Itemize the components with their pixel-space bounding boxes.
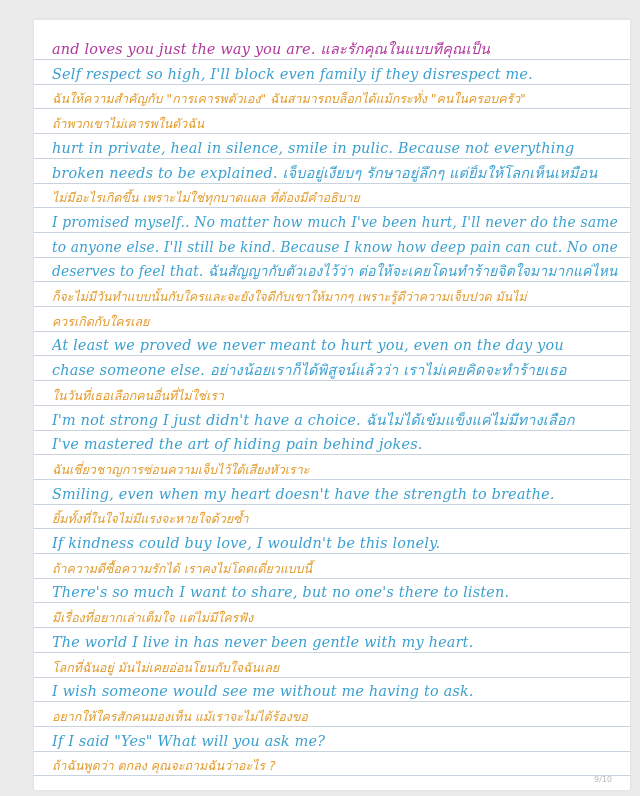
rule-line [34, 133, 630, 134]
rule-line [34, 380, 630, 381]
rule-line [34, 775, 630, 776]
text-line: broken needs to be explained. เจ็บอยู่เงียบๆ รักษาอยู่ลึกๆ แต่ยิ้มให้โลกเห็นเหมือน [52, 165, 598, 182]
notebook-page [34, 20, 630, 790]
rule-line [34, 281, 630, 282]
rule-line [34, 158, 630, 159]
text-line: hurt in private, heal in silence, smile in pulic. Because not everything [52, 140, 575, 157]
rule-line [34, 578, 630, 579]
text-line: ควรเกิดกับใครเลย [52, 313, 150, 329]
rule-line [34, 355, 630, 356]
text-line: At least we proved we never meant to hurt you, even on the day you [52, 338, 564, 355]
text-line: I've mastered the art of hiding pain behind jokes. [52, 437, 423, 454]
rule-line [34, 84, 630, 85]
rule-line [34, 504, 630, 505]
rule-line [34, 701, 630, 702]
rule-line [34, 207, 630, 208]
text-line: and loves you just the way you are. และรักคุณในแบบที่คุณเป็น [52, 42, 491, 58]
text-line: If kindness could buy love, I wouldn't be this lonely. [52, 536, 441, 552]
rule-line [34, 479, 630, 480]
text-line: If I said "Yes" What will you ask me? [52, 733, 326, 750]
text-line: ถ้าพวกเขาไม่เคารพในตัวฉัน [52, 116, 205, 132]
text-line: Smiling, even when my heart doesn't have the strength to breathe. [52, 486, 555, 503]
text-line: ในวันที่เธอเลือกคนอื่นที่ไม่ใช่เรา [52, 387, 224, 403]
rule-line [34, 528, 630, 529]
text-line: ถ้าฉันพูดว่า ตกลง คุณจะถามฉันว่าอะไร ? [52, 758, 276, 774]
text-line: I wish someone would see me without me having to ask. [52, 684, 474, 701]
text-line: There's so much I want to share, but no one's there to listen. [52, 585, 510, 602]
rule-line [34, 553, 630, 554]
rule-line [34, 454, 630, 455]
text-line: มีเรื่องที่อยากเล่าเต็มใจ แต่ไม่มีใครฟัง [52, 610, 254, 626]
text-line: The world I live in has never been gentle with my heart. [52, 634, 474, 651]
text-line: ยิ้มทั้งที่ในใจไม่มีแรงจะหายใจด้วยซ้ำ [52, 511, 249, 527]
text-line: ฉันเชี่ยวชาญการซ่อนความเจ็บไว้ใต้เสียงหัวเราะ [52, 461, 310, 477]
rule-line [34, 108, 630, 109]
text-line: ไม่มีอะไรเกิดขึ้น เพราะไม่ใช่ทุกบาดแผล ที่ต้องมีคำอธิบาย [52, 190, 360, 206]
rule-line [34, 751, 630, 752]
rule-line [34, 257, 630, 258]
text-line: I promised myself.. No matter how much I've been hurt, I'll never do the same [52, 214, 618, 231]
text-line: ถ้าความดีซื้อความรักได้ เราคงไม่โดดเดี่ยวแบบนี้ [52, 560, 312, 576]
text-line: Self respect so high, I'll block even family if they disrespect me. [52, 66, 533, 83]
rule-line [34, 430, 630, 431]
rule-line [34, 405, 630, 406]
rule-line [34, 183, 630, 184]
text-line: I'm not strong I just didn't have a choice. ฉันไม่ได้เข้มแข็งแค่ไม่มีทางเลือก [52, 412, 575, 429]
page-number: 9/10 [594, 775, 612, 784]
text-line: โลกที่ฉันอยู่ มันไม่เคยอ่อนโยนกับใจฉันเลย [52, 659, 280, 675]
rule-line [34, 652, 630, 653]
rule-line [34, 677, 630, 678]
text-line: อยากให้ใครสักคนมองเห็น แม้เราจะไม่ได้ร้องขอ [52, 708, 308, 724]
rule-line [34, 627, 630, 628]
rule-line [34, 306, 630, 307]
text-line: ก็จะไม่มีวันทำแบบนั้นกับใครและจะยังใจดีกับเขาให้มากๆ เพราะรู้ดีว่าความเจ็บปวด มันไม่ [52, 289, 527, 304]
text-line: deserves to feel that. ฉันสัญญากับตัวเองไว้ว่า ต่อให้จะเคยโดนทำร้ายจิตใจมามากแค่ไหน [52, 264, 618, 281]
rule-line [34, 331, 630, 332]
text-line: ฉันให้ความสำคัญกับ "การเคารพตัวเอง" ฉันสามารถบล็อกได้แม้กระทั่ง "คนในครอบครัว" [52, 91, 526, 107]
rule-line [34, 232, 630, 233]
text-line: to anyone else. I'll still be kind. Because I know how deep pain can cut. No one [52, 239, 618, 256]
text-line: chase someone else. อย่างน้อยเราก็ได้พิสูจน์แล้วว่า เราไม่เคยคิดจะทำร้ายเธอ [52, 363, 567, 380]
rule-line [34, 602, 630, 603]
rule-line [34, 59, 630, 60]
rule-line [34, 726, 630, 727]
